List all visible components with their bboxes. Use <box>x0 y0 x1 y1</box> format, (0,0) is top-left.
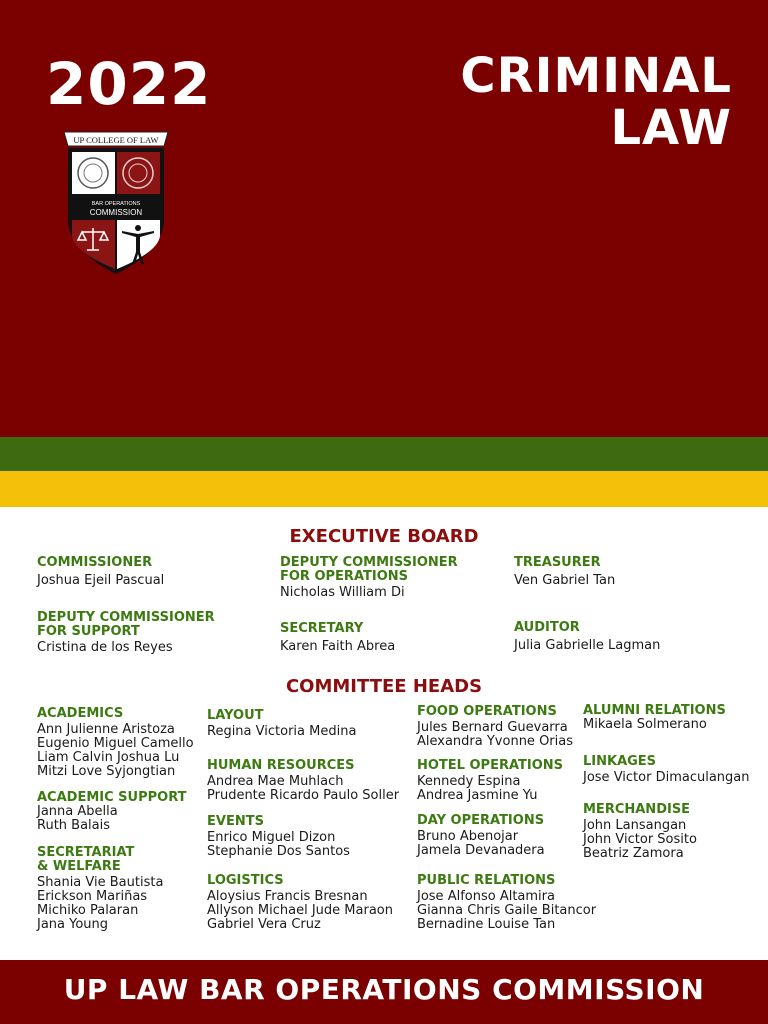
treasurer-role: TREASURER <box>514 555 601 570</box>
treasurer-name: Ven Gabriel Tan <box>514 573 616 588</box>
merchandise-role: MERCHANDISE <box>583 802 691 817</box>
list-item: Mitzi Love Syjongtian <box>37 764 176 779</box>
logo-banner-line1: BAR OPERATIONS <box>91 201 141 207</box>
food-operations-block <box>417 705 573 749</box>
deputy-support-name: Cristina de los Reyes <box>37 640 173 655</box>
auditor-role: AUDITOR <box>514 620 580 635</box>
list-item: Jose Victor Dimaculangan <box>583 770 750 785</box>
bar-ops-shield-logo <box>60 128 172 278</box>
list-item: Shania Vie Bautista <box>37 875 164 890</box>
year-heading: 2022 <box>46 50 212 118</box>
list-item: Beatriz Zamora <box>583 846 684 861</box>
list-item: Regina Victoria Medina <box>207 724 357 739</box>
list-item: Mikaela Solmerano <box>583 717 707 732</box>
logo-banner-line2: COMMISSION <box>89 208 143 217</box>
auditor-block <box>514 621 660 653</box>
academic-support-block <box>37 791 187 833</box>
secretariat-role-line1: SECRETARIAT <box>37 845 135 860</box>
executive-board-heading: EXECUTIVE BOARD <box>289 526 479 547</box>
secretary-role: SECRETARY <box>280 621 364 636</box>
human-resources-block <box>207 759 399 803</box>
list-item: Gabriel Vera Cruz <box>207 917 321 932</box>
list-item: Andrea Jasmine Yu <box>417 788 538 803</box>
list-item: John Victor Sosito <box>583 832 697 847</box>
list-item: Andrea Mae Muhlach <box>207 774 344 789</box>
secretary-name: Karen Faith Abrea <box>280 639 396 654</box>
list-item: Jamela Devanadera <box>417 843 545 858</box>
green-stripe <box>0 437 768 471</box>
public-relations-block <box>417 874 596 932</box>
secretariat-role-line2: & WELFARE <box>37 859 121 874</box>
list-item: Bruno Abenojar <box>417 829 519 844</box>
list-item: Gianna Chris Gaile Bitancor <box>417 903 597 918</box>
commissioner-name: Joshua Ejeil Pascual <box>37 573 165 588</box>
list-item: Jules Bernard Guevarra <box>417 720 568 735</box>
logistics-role: LOGISTICS <box>207 873 284 888</box>
list-item: Erickson Mariñas <box>37 889 148 904</box>
alumni-relations-block <box>583 704 726 732</box>
commissioner-block <box>37 556 164 588</box>
human-resources-role: HUMAN RESOURCES <box>207 758 355 773</box>
treasurer-block <box>514 556 615 588</box>
merchandise-block <box>583 803 697 861</box>
logistics-block <box>207 874 393 932</box>
academics-role: ACADEMICS <box>37 706 124 721</box>
list-item: Michiko Palaran <box>37 903 139 918</box>
committee-heads-heading: COMMITTEE HEADS <box>285 676 483 697</box>
day-operations-block <box>417 814 545 858</box>
list-item: Bernadine Louise Tan <box>417 917 556 932</box>
subject-title-line1: CRIMINAL <box>460 48 732 104</box>
subject-title-line2: LAW <box>610 100 732 156</box>
linkages-block <box>583 755 750 785</box>
list-item: Ruth Balais <box>37 818 111 833</box>
commissioner-role: COMMISSIONER <box>37 555 153 570</box>
list-item: Aloysius Francis Bresnan <box>207 889 368 904</box>
deputy-support-role-line2: FOR SUPPORT <box>37 624 140 639</box>
list-item: Alexandra Yvonne Orias <box>417 734 573 749</box>
hotel-operations-block <box>417 759 563 803</box>
hotel-operations-role: HOTEL OPERATIONS <box>417 758 564 773</box>
linkages-role: LINKAGES <box>583 754 657 769</box>
deputy-support-block <box>37 611 215 655</box>
list-item: Ann Julienne Aristoza <box>37 722 175 737</box>
subject-title <box>460 50 732 154</box>
secretariat-block <box>37 846 163 932</box>
footer-title: UP LAW BAR OPERATIONS COMMISSION <box>63 973 705 1006</box>
food-operations-role: FOOD OPERATIONS <box>417 704 557 719</box>
list-item: Jose Alfonso Altamira <box>417 889 555 904</box>
layout-role: LAYOUT <box>207 708 264 723</box>
logo-top-text: UP COLLEGE OF LAW <box>73 135 159 145</box>
auditor-name: Julia Gabrielle Lagman <box>514 638 661 653</box>
list-item: Kennedy Espina <box>417 774 521 789</box>
deputy-ops-block <box>280 556 458 600</box>
academic-support-role: ACADEMIC SUPPORT <box>37 790 187 805</box>
list-item: Allyson Michael Jude Maraon <box>207 903 393 918</box>
secretary-block <box>280 622 395 654</box>
alumni-relations-role: ALUMNI RELATIONS <box>583 703 726 718</box>
list-item: Eugenio Miguel Camello <box>37 736 194 751</box>
deputy-support-role-line1: DEPUTY COMMISSIONER <box>37 610 215 625</box>
events-role: EVENTS <box>207 814 264 829</box>
day-operations-role: DAY OPERATIONS <box>417 813 545 828</box>
list-item: Janna Abella <box>37 804 118 819</box>
list-item: Liam Calvin Joshua Lu <box>37 750 180 765</box>
list-item: John Lansangan <box>583 818 687 833</box>
yellow-stripe <box>0 471 768 507</box>
academics-block <box>37 707 194 779</box>
list-item: Enrico Miguel Dizon <box>207 830 336 845</box>
list-item: Jana Young <box>37 917 109 932</box>
list-item: Stephanie Dos Santos <box>207 844 350 859</box>
events-block <box>207 815 350 859</box>
deputy-ops-role-line2: FOR OPERATIONS <box>280 569 408 584</box>
deputy-ops-name: Nicholas William Di <box>280 585 405 600</box>
list-item: Prudente Ricardo Paulo Soller <box>207 788 400 803</box>
layout-block <box>207 709 356 739</box>
deputy-ops-role-line1: DEPUTY COMMISSIONER <box>280 555 458 570</box>
public-relations-role: PUBLIC RELATIONS <box>417 873 556 888</box>
